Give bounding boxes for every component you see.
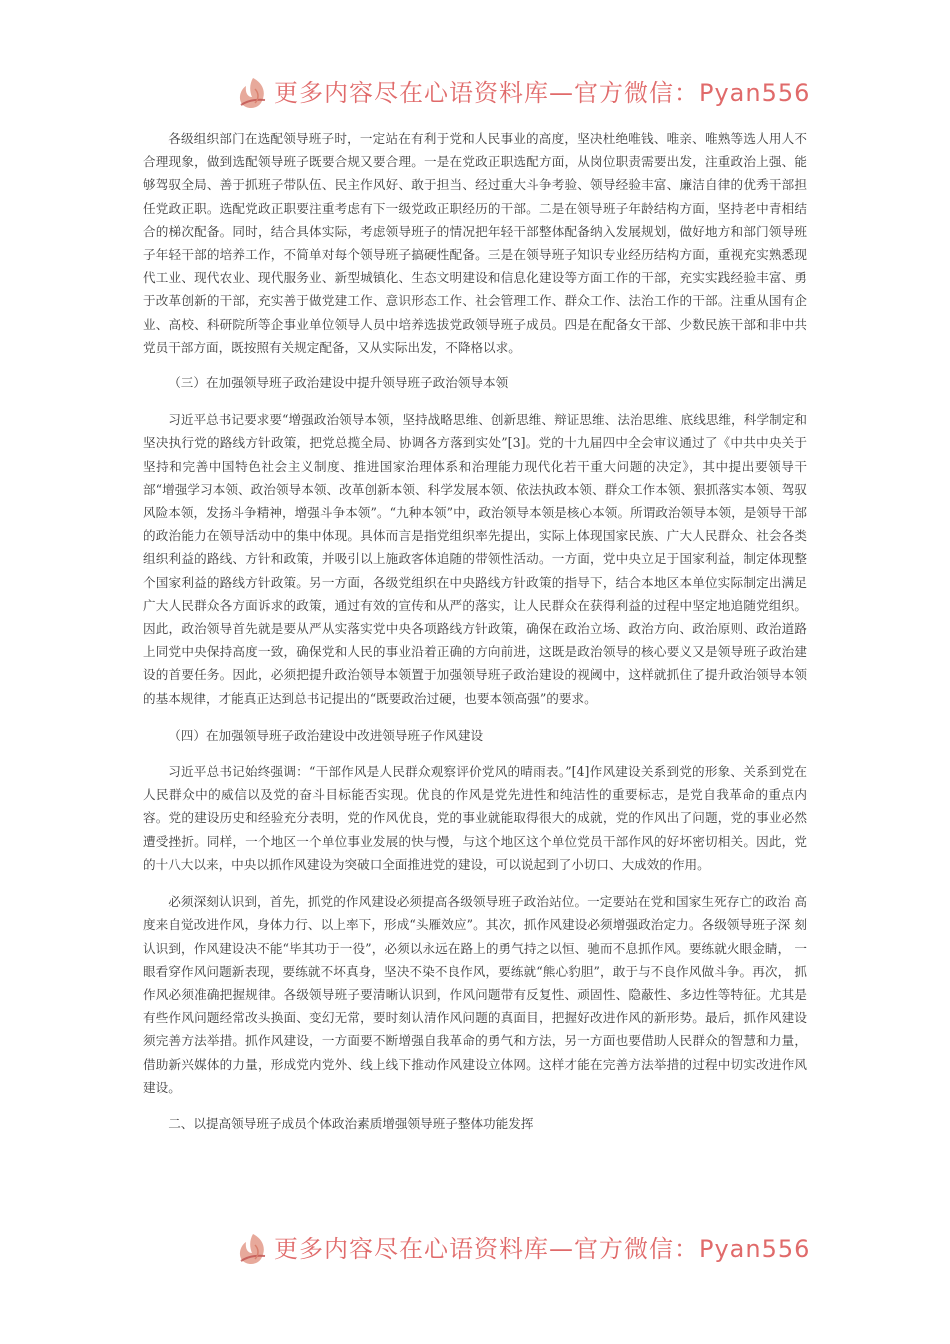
watermark-text: 更多内容尽在心语资料库—官方微信：Pyan556	[274, 79, 811, 107]
document-body	[143, 127, 807, 1135]
section-heading: （四）在加强领导班子政治建设中改进领导班子作风建设	[168, 727, 484, 743]
leaf-flame-logo-icon	[233, 75, 273, 113]
body-paragraph: 习近平总书记要求要“增强政治领导本领，坚持战略思维、创新思维、辩证思维、法治思维、底线思维，科学制定和坚决执行党的路线方针政策，把党总揽全局、协调各方落到实处”[3]。党的十九届四中全会审议通过了《中共中央关于坚持和完善中国特色社会主义制度、推进国家治理体系和治理能力现代化若干重大问题的决定》，其中提出要领导干部“增强学习本领、政治领导本领、改革创新本领、科学发展本领、依法执政本领、群众工作本领、狠抓落实本领、驾驭风险本领，发扬斗争精神，增强斗争本领”。“九种本领”中，政治领导本领是核心本领。所谓政治领导本领，是领导干部的政治能力在领导活动中的集中体现。具体而言是指党组织率先提出，实际上体现国家民族、广大人民群众、社会各类组织利益的路线、方针和政策，并吸引以上施政客体追随的带领性活动。一方面，党中央立足于国家利益，制定体现整个国家利益的路线方针政策。另一方面，各级党组织在中央路线方针政策的指导下，结合本地区本单位实际制定出满足广大人民群众各方面诉求的政策，通过有效的宣传和从严的落实，让人民群众在获得利益的过程中坚定地追随党组织。因此，政治领导首先就是要从严从实落实党中央各项路线方针政策，确保在政治立场、政治方向、政治原则、政治道路上同党中央保持高度一致，确保党和人民的事业沿着正确的方向前进，这既是政治领导的核心要义又是领导班子政治建设的首要任务。因此，必须把提升政治领导本领置于加强领导班子政治建设的视阈中，这样就抓住了提升政治领导本领的基本规律，才能真正达到总书记提出的“既要政治过硬，也要本领高强”的要求。	[143, 412, 807, 706]
leaf-flame-logo-icon	[233, 1231, 273, 1269]
watermark-banner-bottom	[0, 1228, 950, 1272]
watermark-text: 更多内容尽在心语资料库—官方微信：Pyan556	[274, 1235, 811, 1263]
section-heading: （三）在加强领导班子政治建设中提升领导班子政治领导本领	[168, 375, 509, 391]
body-paragraph: 各级组织部门在选配领导班子时，一定站在有利于党和人民事业的高度，坚决杜绝唯钱、唯亲、唯熟等选人用人不合理现象，做到选配领导班子既要合规又要合理。一是在党政正职选配方面，从岗位职责需要出发，注重政治上强、能够驾驭全局、善于抓班子带队伍、民主作风好、敢于担当、经过重大斗争考验、领导经验丰富、廉洁自律的优秀干部担任党政正职。选配党政正职要注重考虑有下一级党政正职经历的干部。二是在领导班子年龄结构方面，坚持老中青相结合的梯次配备。同时，结合具体实际，考虑领导班子的情况把年轻干部整体配备纳入发展规划，做好地方和部门领导班子年轻干部的培养工作，不简单对每个领导班子搞硬性配备。三是在领导班子知识专业经历结构方面，重视充实熟悉现代工业、现代农业、现代服务业、新型城镇化、生态文明建设和信息化建设等方面工作的干部，充实实践经验丰富、勇于改革创新的干部，充实善于做党建工作、意识形态工作、社会管理工作、群众工作、法治工作的干部。注重从国有企业、高校、科研院所等企事业单位领导人员中培养选拔党政领导班子成员。四是在配备女干部、少数民族干部和非中共党员干部方面，既按照有关规定配备，又从实际出发，不降格以求。	[143, 131, 807, 355]
watermark-banner-top	[0, 72, 950, 116]
section-heading: 二、以提高领导班子成员个体政治素质增强领导班子整体功能发挥	[168, 1115, 534, 1131]
body-paragraph: 必须深刻认识到，首先，抓党的作风建设必须提高各级领导班子政治站位。一定要站在党和国家生死存亡的政治 高度来自觉改进作风，身体力行、以上率下，形成“头雁效应”。其次，抓作风建设必须增强政治定力。各级领导班子深 刻认识到，作风建设决不能“毕其功于一役”，必须以永远在路上的勇气持之以恒、驰而不息抓作风。要练就火眼金睛， 一眼看穿作风问题新表现，要练就不坏真身，坚决不染不良作风，要练就“熊心豹胆”，敢于与不良作风做斗争。再次， 抓作风必须准确把握规律。各级领导班子要清晰认识到，作风问题带有反复性、顽固性、隐蔽性、多边性等特征。尤其是有些作风问题经常改头换面、变幻无常，要时刻认清作风问题的真面目，把握好改进作风的新形势。最后，抓作风建设须完善方法举措。抓作风建设，一方面要不断增强自我革命的勇气和方法，另一方面也要借助人民群众的智慧和力量， 借助新兴媒体的力量，形成党内党外、线上线下推动作风建设立体网。这样才能在完善方法举措的过程中切实改进作风建设。	[143, 894, 807, 1095]
body-paragraph: 习近平总书记始终强调：“干部作风是人民群众观察评价党风的晴雨表。”[4]作风建设关系到党的形象、关系到党在人民群众中的威信以及党的奋斗目标能否实现。优良的作风是党先进性和纯洁性的重要标志，是党自我革命的重点内容。党的建设历史和经验充分表明，党的作风优良，党的事业就能取得很大的成就，党的作风出了问题，党的事业必然遭受挫折。同样，一个地区一个单位事业发展的快与慢，与这个地区这个单位党员干部作风的好坏密切相关。因此，党的十八大以来，中央以抓作风建设为突破口全面推进党的建设，可以说起到了小切口、大成效的作用。	[143, 764, 807, 872]
